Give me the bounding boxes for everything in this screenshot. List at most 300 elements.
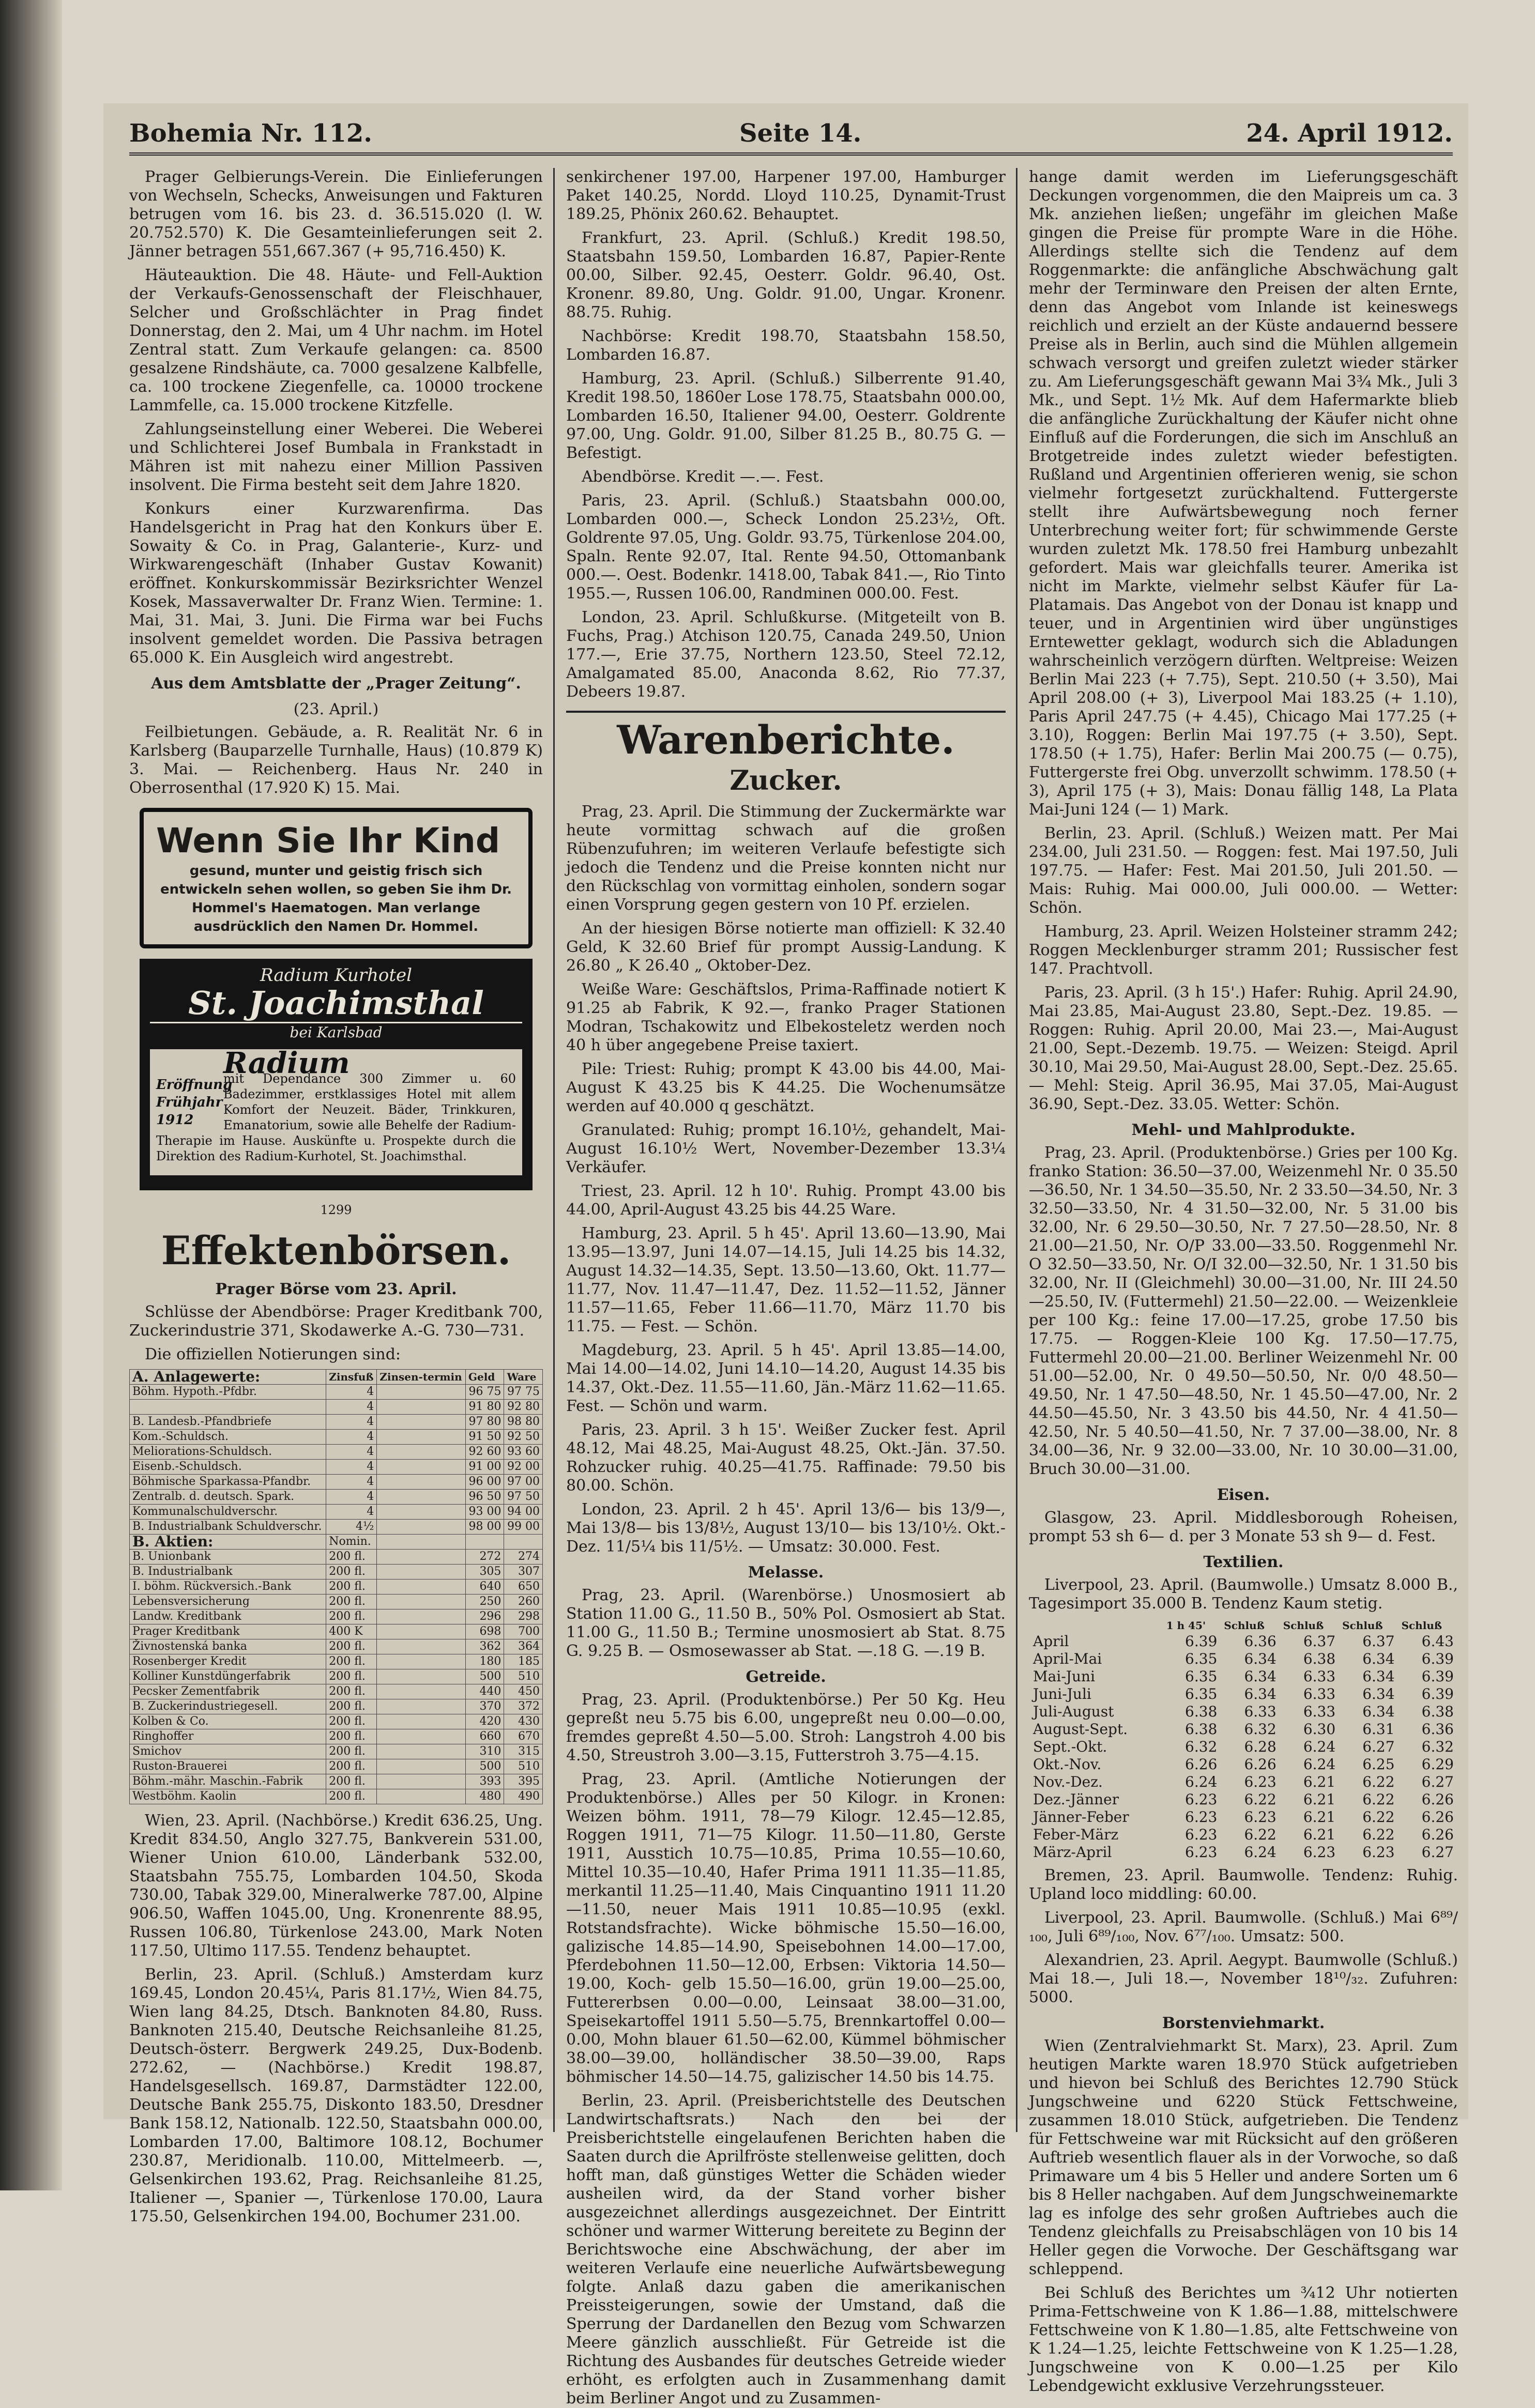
column-3	[1029, 168, 1458, 2395]
quote-row-cell: Lebensversicherung	[130, 1594, 326, 1609]
quote-row-cell	[377, 1565, 466, 1579]
cotton-row-cell: 6.22	[1362, 1791, 1395, 1808]
quote-row	[130, 1759, 543, 1774]
quote-row	[130, 1654, 543, 1669]
article-weavery-insolvency: Zahlungseinstellung einer Weberei. Die Weberei und Schlichterei Josef Bumbala in Frankstadt in Mähren ist mit nahezu einer Million Passiven insolvent. Die Firma besteht seit dem Jahre 1820.	[129, 420, 543, 494]
quote-row-cell: 92 80	[504, 1400, 543, 1415]
cotton-row-cell: 6.33	[1303, 1703, 1336, 1720]
table-head-bid: Geld	[465, 1370, 504, 1385]
quote-row	[130, 1624, 543, 1639]
cotton-head-cell: 1 h 45'	[1166, 1619, 1206, 1632]
cotton-row-cell: 6.21	[1303, 1773, 1336, 1790]
cotton-row-cell: 6.25	[1362, 1756, 1395, 1773]
quote-row-cell	[377, 1714, 466, 1729]
quote-row	[130, 1415, 543, 1430]
quote-row-cell: 650	[504, 1579, 543, 1594]
quote-row-cell: 4	[326, 1505, 377, 1520]
quote-row-cell: 92 60	[465, 1445, 504, 1460]
quote-row-cell: Westböhm. Kaolin	[130, 1789, 326, 1804]
quote-row-cell: 640	[465, 1579, 504, 1594]
cotton-row-cell: 6.27	[1421, 1844, 1454, 1861]
cotton-row-cell: 6.34	[1362, 1685, 1395, 1703]
section-sugar: Zucker.	[729, 765, 842, 796]
cotton-row-cell: 6.38	[1421, 1703, 1454, 1720]
cotton-head-cell: Schluß	[1283, 1619, 1324, 1632]
quote-row-cell: Smichov	[130, 1744, 326, 1759]
cotton-row-cell: 6.38	[1185, 1721, 1218, 1738]
article-london: London, 23. April. Schlußkurse. (Mitgeteilt von B. Fuchs, Prag.) Atchison 120.75, Canada 249.50, Union 177.—, Erie 37.75, Northern 123.50, Steel 72.12, Amalgamated 85.00, Anaconda 8.62, Rio 77.37, Debeers 19.87.	[566, 608, 1006, 701]
cotton-head-cell: Schluß	[1224, 1619, 1265, 1632]
quote-row	[130, 1639, 543, 1654]
quote-row-cell: 96 75	[465, 1385, 504, 1400]
cotton-row-cell: Jänner-Feber	[1033, 1808, 1129, 1826]
table-head-ask: Ware	[504, 1370, 543, 1385]
article-auctions: Feilbietungen. Gebäude, a. R. Realität Nr. 6 in Karlsberg (Bauparzelle Turnhalle, Haus) (10.879 K) 3. Mai. — Reichenberg. Haus Nr. 240 in Oberrosenthal (17.920 K) 15. Mai.	[129, 723, 543, 797]
quote-row-cell: 96 00	[465, 1475, 504, 1490]
table-head-rate: Zinsfuß	[326, 1370, 377, 1385]
quote-row-cell	[377, 1520, 466, 1535]
ad-hotel-details	[150, 1046, 522, 1175]
cotton-row-cell: 6.23	[1185, 1791, 1218, 1808]
quote-row-cell: 200 fl.	[326, 1654, 377, 1669]
quote-row-cell: 700	[504, 1624, 543, 1639]
textiles-liverpool: Liverpool, 23. April. Baumwolle. (Schluß.) Mai 6⁸⁹/₁₀₀, Juli 6⁸⁹/₁₀₀, Nov. 6⁷⁷/₁₀₀. Umsatz: 500.	[1029, 1909, 1458, 1945]
quote-row-cell: 310	[465, 1744, 504, 1759]
cotton-row-cell: 6.34	[1362, 1668, 1395, 1685]
textiles-bremen: Bremen, 23. April. Baumwolle. Tendenz: Ruhig. Upland loco middling: 60.00.	[1029, 1866, 1458, 1903]
quote-row-cell	[377, 1684, 466, 1699]
quote-row-cell	[377, 1654, 466, 1669]
cotton-row-cell: 6.30	[1303, 1721, 1336, 1738]
table-head-nominal: Nomin.	[326, 1535, 377, 1550]
section-title-stock-exchanges: Effektenbörsen.	[161, 1228, 511, 1274]
cotton-row-cell: 6.32	[1421, 1738, 1454, 1755]
cotton-row-cell: 6.35	[1185, 1668, 1218, 1685]
cotton-row-cell: 6.23	[1303, 1844, 1336, 1861]
quote-row-cell: 430	[504, 1714, 543, 1729]
cotton-row	[1029, 1738, 1458, 1756]
quote-row-cell: 698	[465, 1624, 504, 1639]
advertisement-kurhotel	[140, 959, 533, 1190]
grain-hamburg: Hamburg, 23. April. Weizen Holsteiner stramm 242; Roggen Mecklenburger stramm 201; Russischer fest 147. Prachtvoll.	[1029, 923, 1458, 978]
quote-row-cell: 420	[465, 1714, 504, 1729]
quote-row-cell: Rosenberger Kredit	[130, 1654, 326, 1669]
sugar-p6: Triest, 23. April. 12 h 10'. Ruhig. Prompt 43.00 bis 44.00, April-August 43.25 bis 44.25 Ware.	[566, 1182, 1006, 1219]
quote-row-cell: 4	[326, 1430, 377, 1445]
quote-row-cell: Ruston-Brauerei	[130, 1759, 326, 1774]
gazette-date: (23. April.)	[293, 700, 379, 718]
quote-row-cell: 440	[465, 1684, 504, 1699]
sugar-p8: Magdeburg, 23. April. 5 h 45'. April 13.85—14.00, Mai 14.00—14.02, Juni 14.10—14.20, August 14.35 bis 14.37, Okt.-Dez. 11.55—11.60, Jän.-März 11.62—11.65. Fest. — Schön und warm.	[566, 1341, 1006, 1415]
quote-row-cell	[377, 1445, 466, 1460]
quote-row-cell: 4	[326, 1415, 377, 1430]
cotton-row	[1029, 1844, 1458, 1861]
ad-opening: Eröffnung Frühjahr 1912	[156, 1077, 233, 1128]
cotton-row-cell: 6.38	[1303, 1650, 1336, 1667]
cotton-row-cell: 6.35	[1185, 1685, 1218, 1703]
cotton-row-cell: 6.33	[1303, 1685, 1336, 1703]
quote-row-cell: 200 fl.	[326, 1684, 377, 1699]
quote-row	[130, 1594, 543, 1609]
quote-row-cell: Böhm.-mähr. Maschin.-Fabrik	[130, 1774, 326, 1789]
quote-row	[130, 1400, 543, 1415]
quote-row-cell: 97 75	[504, 1385, 543, 1400]
iron-p1: Glasgow, 23. April. Middlesborough Roheisen, prompt 53 sh 6— d. per 3 Monate 53 sh 9— d. Fest.	[1029, 1509, 1458, 1545]
quote-row-cell: 200 fl.	[326, 1669, 377, 1684]
article-berlin: Berlin, 23. April. (Schluß.) Amsterdam kurz 169.45, London 20.45¼, Paris 81.17½, Wien 84.75, Wien lang 84.25, Dtsch. Banknoten 84.80, Russ. Banknoten 215.40, Deutsche Reichsanleihe 81.25, Deutsch-österr. Bergwerk 249.25, Dux-Bodenb. 272.62, — (Nachbörse.) Kredit 198.87, Handelsgesellsch. 169.87, Darmstädter 122.00, Deutsche Bank 255.75, Diskonto 183.50, Dresdner Bank 158.12, Nationalb. 122.50, Staatsbahn 000.00, Lombarden 17.00, Baltimore 108.12, Bochumer 230.87, Meridionalb. 110.00, Mittelmeerb. —, Gelsenkirchen 193.62, Prag. Reichsanleihe 81.25, Italiener —, Spanier —, Türkenlose 170.00, Laura 175.50, Gelsenkirchen 194.00, Bochumer 231.00.	[129, 1966, 543, 2226]
quote-row-cell: 364	[504, 1639, 543, 1654]
sugar-p3: Weiße Ware: Geschäftslos, Prima-Raffinade notiert K 91.25 ab Fabrik, K 92.—, franko Prager Stationen Modran, Tschakowitz und Elbekosteletz werden noch 40 h über angegebene Preise taxiert.	[566, 980, 1006, 1054]
quote-row-cell: 510	[504, 1759, 543, 1774]
quote-row	[130, 1460, 543, 1475]
quote-row-cell: 92 00	[504, 1460, 543, 1475]
quote-row-cell	[377, 1550, 466, 1565]
quote-row-cell: 200 fl.	[326, 1729, 377, 1744]
quote-row-cell: 4	[326, 1490, 377, 1505]
cotton-head-cell: Schluß	[1342, 1619, 1383, 1632]
article-clearing: Prager Gelbierungs-Verein. Die Einlieferungen von Wechseln, Schecks, Anweisungen und Fakturen betrugen vom 16. bis 23. d. 36.515.020 (l. W. 20.752.570) K. Die Gesamteinlieferungen seit 2. Jänner betragen 551,667.367 (+ 95,716.450) K.	[129, 168, 543, 260]
quote-row	[130, 1550, 543, 1565]
quote-row-cell: 200 fl.	[326, 1759, 377, 1774]
quote-row-cell: 92 50	[504, 1430, 543, 1445]
quote-row	[130, 1744, 543, 1759]
quote-row-cell: Živnostenská banka	[130, 1639, 326, 1654]
cotton-row-cell: 6.23	[1244, 1773, 1276, 1790]
quote-row-cell: 4	[326, 1460, 377, 1475]
page-header	[129, 116, 1453, 156]
cotton-row-cell: Mai-Juni	[1033, 1668, 1096, 1685]
quote-row-cell: 370	[465, 1699, 504, 1714]
quote-row-cell: Landw. Kreditbank	[130, 1609, 326, 1624]
column-rule	[1016, 168, 1017, 2132]
quote-row-cell: 200 fl.	[326, 1594, 377, 1609]
article-official-quotes-intro: Die offiziellen Notierungen sind:	[145, 1345, 401, 1363]
quote-row-cell: 200 fl.	[326, 1699, 377, 1714]
quote-row	[130, 1385, 543, 1400]
quote-row-cell: B. Landesb.-Pfandbriefe	[130, 1415, 326, 1430]
quote-row-cell: Kolliner Kunstdüngerfabrik	[130, 1669, 326, 1684]
grain-p3: Berlin, 23. April. (Preisberichtstelle des Deutschen Landwirtschaftsrats.) Nach den bei der Preisberichtstelle eingelaufenen Berichten haben die Saaten durch die Aprilfröste stellenweise gelitten, doch hofft man, daß günstiges Wetter die Schäden wieder ausheilen wird, da der Stand vorher bisher ausgezeichnet allerdings ausgezeichnet. Der Eintritt schöner und warmer Witterung bereitete zu Beginn der Berichtswoche eine Abschwächung, der aber im weiteren Verlaufe eine neuerliche Aufwärtsbewegung folgte. Anlaß dazu gaben die amerikanischen Preissteigerungen, sowie der Umstand, daß die Sperrung der Dardanellen den Bezug vom Schwarzen Meere gänzlich ausschließt. Für Getreide ist die Richtung des Ausbandes für deutsches Getreide wieder erhöht, es erfolgten auch in Zusammenhang damit beim Berliner Angot und zu Zusammen-	[566, 2092, 1006, 2407]
ad-radium-word: Radium	[223, 1046, 350, 1080]
section-flour: Mehl- und Mahlprodukte.	[1131, 1121, 1356, 1139]
cotton-row	[1029, 1668, 1458, 1685]
cotton-row-cell: 6.24	[1185, 1773, 1218, 1790]
quote-row-cell	[377, 1774, 466, 1789]
cotton-row-cell: Okt.-Nov.	[1033, 1756, 1102, 1773]
pigs-p2: Bei Schluß des Berichtes um ¾12 Uhr notierten Prima-Fettschweine von K 1.86—1.88, mittelschwere Fettschweine von K 1.80—1.85, alte Fettschweine von K 1.24—1.25, leichte Fettschweine von K 1.25—1.28, Jungschweine von K 0.00—1.25 per Kilo Lebendgewicht exklusive Verzehrungssteuer.	[1029, 2284, 1458, 2395]
gazette-heading: Aus dem Amtsblatte der „Prager Zeitung“.	[151, 674, 521, 693]
ad-hotel-text: mit Dependance 300 Zimmer u. 60 Badezimmer, erstklassiges Hotel mit allem Komfort der Neuzeit. Bäder, Trinkkuren, Emanatorium, sowie alle Behelfe der Radium-Therapie im Hause. Auskünfte u. Prospekte durch die Direktion des Radium-Kurhotel, St. Joachimsthal.	[156, 1071, 516, 1163]
ad-stamp-number: 1299	[320, 1203, 352, 1217]
cotton-row-cell: 6.24	[1244, 1844, 1276, 1861]
quote-row-cell: 99 00	[504, 1520, 543, 1535]
article-hides-auction: Häuteauktion. Die 48. Häute- und Fell-Auktion der Verkaufs-Genossenschaft der Fleischhauer, Selcher und Großschlächter in Prag findet Donnerstag, den 2. Mai, um 4 Uhr nachm. im Hotel Zentral statt. Zum Verkaufe gelangen: ca. 8500 gesalzene Rindshäute, ca. 7000 gesalzene Kalbfelle, ca. 100 trockene Ziegenfelle, ca. 10000 trockene Lammfelle, ca. 15.000 trockene Kitzfelle.	[129, 266, 543, 415]
quote-row-cell: 298	[504, 1609, 543, 1624]
column-rule	[553, 168, 555, 2132]
article-bankruptcy: Konkurs einer Kurzwarenfirma. Das Handelsgericht in Prag hat den Konkurs über E. Sowaity & Co. in Prag, Galanterie-, Kurz- und Wirkwarengeschäft (Inhaber Gustav Kowanit) eröffnet. Konkurskommissär Bezirksrichter Wenzel Kosek, Massaverwalter Dr. Franz Wien. Termine: 1. Mai, 31. Mai, 3. Juni. Die Firma war bei Fuchs insolvent gemeldet worden. Die Passiva betragen 65.000 K. Ein Ausgleich wird angestrebt.	[129, 500, 543, 667]
quote-row-cell: 260	[504, 1594, 543, 1609]
sugar-p4: Pile: Triest: Ruhig; prompt K 43.00 bis 44.00, Mai-August K 43.25 bis K 44.25. Die Wochenumsätze werden auf 40.000 q geschätzt.	[566, 1060, 1006, 1115]
quote-row-cell: 450	[504, 1684, 543, 1699]
quote-row-cell: 93 60	[504, 1445, 543, 1460]
cotton-row-cell: 6.23	[1185, 1808, 1218, 1826]
cotton-row-cell: April	[1033, 1633, 1069, 1650]
sugar-p9: Paris, 23. April. 3 h 15'. Weißer Zucker fest. April 48.12, Mai 48.25, Mai-August 48.25, Okt.-Jän. 37.50. Rohzucker ruhig. 40.25—41.75. Raffinade: 79.50 bis 80.00. Schön.	[566, 1421, 1006, 1495]
cotton-row-cell: 6.34	[1362, 1650, 1395, 1667]
cotton-row-cell: 6.27	[1362, 1738, 1395, 1755]
column-2	[566, 168, 1006, 2407]
quote-row-cell: Meliorations-Schuldsch.	[130, 1445, 326, 1460]
quote-row-cell	[377, 1415, 466, 1430]
cotton-table	[1029, 1618, 1458, 1861]
quote-row-cell: 91 80	[465, 1400, 504, 1415]
quote-row-cell: 185	[504, 1654, 543, 1669]
quote-row-cell	[377, 1624, 466, 1639]
quote-row-cell: 200 fl.	[326, 1550, 377, 1565]
quote-row-cell	[377, 1475, 466, 1490]
cotton-row-cell: 6.32	[1244, 1721, 1276, 1738]
page-number: Seite 14.	[739, 119, 862, 148]
cotton-row-cell: Juli-August	[1033, 1703, 1114, 1720]
cotton-row-cell: 6.29	[1421, 1756, 1454, 1773]
cotton-row-cell: April-Mai	[1033, 1650, 1102, 1667]
section-pigs: Borstenviehmarkt.	[1162, 2014, 1325, 2032]
article-frankfurt-after: Nachbörse: Kredit 198.70, Staatsbahn 158.50, Lombarden 16.87.	[566, 327, 1006, 364]
cotton-row-cell: 6.21	[1303, 1791, 1336, 1808]
ad-hotel-place: St. Joachimsthal	[150, 985, 522, 1023]
cotton-row-cell: 6.21	[1303, 1808, 1336, 1826]
article-berlin-cont: senkirchener 197.00, Harpener 197.00, Hamburger Paket 140.25, Nordd. Lloyd 110.25, Dynamit-Trust 189.25, Phönix 260.62. Behauptet.	[566, 168, 1006, 223]
quote-row	[130, 1565, 543, 1579]
column-1	[129, 168, 543, 2226]
cotton-row-cell: 6.23	[1244, 1808, 1276, 1826]
cotton-row-cell: 6.23	[1362, 1844, 1395, 1861]
quote-row-cell: B. Industrialbank Schuldverschr.	[130, 1520, 326, 1535]
textiles-alexandria: Alexandrien, 23. April. Aegypt. Baumwolle (Schluß.) Mai 18.—, Juli 18.—, November 18¹⁰/₃₂. Zufuhren: 5000.	[1029, 1951, 1458, 2006]
quote-row-cell: 660	[465, 1729, 504, 1744]
table-head-name: A. Anlagewerte:	[130, 1370, 326, 1385]
cotton-row-cell: 6.39	[1185, 1633, 1218, 1650]
quote-row	[130, 1699, 543, 1714]
quote-row-cell: 4	[326, 1445, 377, 1460]
article-evening-close: Schlüsse der Abendbörse: Prager Kreditbank 700, Zuckerindustrie 371, Skodawerke A.-G. 730—731.	[129, 1303, 543, 1340]
issue-number: Bohemia Nr. 112.	[129, 119, 372, 148]
quote-row-cell: 362	[465, 1639, 504, 1654]
quote-row-cell: Ringhoffer	[130, 1729, 326, 1744]
cotton-row	[1029, 1685, 1458, 1703]
quote-row-cell: 97 50	[504, 1490, 543, 1505]
quote-row	[130, 1714, 543, 1729]
cotton-row-cell: 6.38	[1185, 1703, 1218, 1720]
quote-row-cell: 93 00	[465, 1505, 504, 1520]
quote-row-cell	[377, 1460, 466, 1475]
ad-hotel-subplace: bei Karlsbad	[290, 1024, 383, 1041]
table-body-a	[130, 1385, 543, 1535]
cotton-row-cell: 6.26	[1185, 1756, 1218, 1773]
cotton-row	[1029, 1703, 1458, 1721]
quote-row-cell	[377, 1490, 466, 1505]
sugar-p5: Granulated: Ruhig; prompt 16.10½, gehandelt, Mai-August 16.10½ Wert, November-Dezember 13.3¼ Verkäufer.	[566, 1121, 1006, 1176]
cotton-row-cell: 6.22	[1244, 1791, 1276, 1808]
quote-row-cell: 200 fl.	[326, 1714, 377, 1729]
quote-row	[130, 1774, 543, 1789]
quote-row-cell: 4	[326, 1385, 377, 1400]
quote-row-cell: Böhm. Hypoth.-Pfdbr.	[130, 1385, 326, 1400]
quote-row-cell: 91 50	[465, 1430, 504, 1445]
quote-row-cell: 296	[465, 1609, 504, 1624]
quote-row	[130, 1669, 543, 1684]
grain-berlin: Berlin, 23. April. (Schluß.) Weizen matt. Per Mai 234.00, Juli 231.50. — Roggen: fest. Mai 197.50, Juli 197.75. — Hafer: Fest. Mai 201.50, Juli 201.50. — Mais: Ruhig. Mai 000.00, Juli 000.00. — Wetter: Schön.	[1029, 824, 1458, 917]
quote-row-cell: 200 fl.	[326, 1789, 377, 1804]
cotton-row-cell: 6.37	[1303, 1633, 1336, 1650]
quotes-table	[129, 1369, 543, 1804]
cotton-row-cell: 6.39	[1421, 1685, 1454, 1703]
cotton-head-cell: Schluß	[1401, 1619, 1442, 1632]
table-body-b	[130, 1550, 543, 1804]
quote-row-cell: Prager Kreditbank	[130, 1624, 326, 1639]
quote-row-cell: 500	[465, 1759, 504, 1774]
cotton-row-cell: Juni-Juli	[1033, 1685, 1091, 1703]
cotton-table-head	[1029, 1618, 1458, 1633]
quote-row-cell: B. Zuckerindustriegesell.	[130, 1699, 326, 1714]
article-hamburg: Hamburg, 23. April. (Schluß.) Silberrente 91.40, Kredit 198.50, 1860er Lose 178.75, Staatsbahn 000.00, Lombarden 16.50, Italiener 94.00, Oesterr. Goldrente 97.00, Ung. Goldr. 91.00, Silber 81.25 B., 80.75 G. — Befestigt.	[566, 370, 1006, 462]
sugar-p7: Hamburg, 23. April. 5 h 45'. April 13.60—13.90, Mai 13.95—13.97, Juni 14.07—14.15, Juli 14.25 bis 14.32, August 14.32—14.35, Sept. 13.50—13.60, Okt. 11.77—11.77, Nov. 11.47—11.47, Dez. 11.52—11.52, Jänner 11.57—11.65, Feber 11.66—11.70, März 11.70 bis 11.75. — Fest. — Schön.	[566, 1224, 1006, 1336]
quote-row-cell	[377, 1594, 466, 1609]
quote-row-cell: Zentralb. d. deutsch. Spark.	[130, 1490, 326, 1505]
cotton-row-cell: 6.26	[1421, 1791, 1454, 1808]
quote-row-cell: B. Industrialbank	[130, 1565, 326, 1579]
quote-row-cell: 4½	[326, 1520, 377, 1535]
section-grain: Getreide.	[746, 1668, 826, 1686]
cotton-row-cell: 6.21	[1303, 1826, 1336, 1843]
quote-row-cell: 393	[465, 1774, 504, 1789]
quote-row-cell: 97 80	[465, 1415, 504, 1430]
cotton-row-cell: 6.33	[1303, 1668, 1336, 1685]
quote-row-cell: 94 00	[504, 1505, 543, 1520]
cotton-row-cell: 6.24	[1303, 1738, 1336, 1755]
quote-row-cell: 395	[504, 1774, 543, 1789]
quote-row-cell: 200 fl.	[326, 1579, 377, 1594]
grain-cont: hange damit werden im Lieferungsgeschäft Deckungen vorgenommen, die den Maipreis um ca. 3 Mk. anziehen ließen; ungefähr im gleichen Maße gingen die Preise für prompte Ware in die Höhe. Allerdings stellte sich die Tendenz auf dem Roggenmarkte: die anfängliche Abschwächung galt mehr der Terminware den Preisen der alten Ernte, denn das Angebot vom Inlande ist keineswegs reichlich und erzielt an der Küste andauernd bessere Preise als in Berlin, auch sind die Mühlen allgemein schwach versorgt und greifen zuletzt wieder stärker zu. Am Lieferungsgeschäft gewann Mai 3¾ Mk., Juli 3 Mk., und Sept. 1½ Mk. Auf dem Hafermarkte blieb die anfängliche Zurückhaltung der Käufer nicht ohne Einfluß auf die Forderungen, die sich im Anschluß an Brotgetreide indes zuletzt wieder befestigten. Rußland und Argentinien offerieren wenig, sie schon vielmehr fortgesetzt zurückhaltend. Futtergerste stellt ihre Aufwärtsbewegung noch ferner Unterbrechung weiter fort; für schwimmende Gerste wurden zuletzt Mk. 178.50 frei Hamburg unbezahlt gefordert. Mais war gleichfalls teurer. Amerika ist nicht im Markte, vielmehr selbst Käufer für La-Platamais. Das Angebot von der Donau ist knapp und teuer, und in Argentinien wird über ungünstiges Erntewetter geklagt, wodurch sich die Abladungen wahrscheinlich verzögern dürften. Weltpreise: Weizen Berlin Mai 223 (+ 7.75), Sept. 210.50 (+ 3.50), Mai April 208.00 (+ 3), Liverpool Mai 183.25 (+ 1.10), Paris April 247.75 (+ 4.45), Chicago Mai 177.25 (+ 3.10), Roggen: Berlin Mai 197.75 (+ 3.50), Sept. 178.50 (+ 1.75), Hafer: Berlin Mai 200.75 (— 0.75), Futtergerste frei Obg. unverzollt schwimm. 178.50 (+ 3), April 175 (+ 3), Mais: Donau fällig 148, La Plata Mai-Juni 124 (— 1) Mark.	[1029, 168, 1458, 819]
cotton-row	[1029, 1773, 1458, 1791]
quote-row-cell	[377, 1639, 466, 1654]
flour-p1: Prag, 23. April. (Produktenbörse.) Gries per 100 Kg. franko Station: 36.50—37.00, Weizenmehl Nr. 0 35.50—36.50, Nr. 1 34.50—35.50, Nr. 2 33.50—34.50, Nr. 3 32.50—33.50, Nr. 4 31.50—32.00, Nr. 5 31.00 bis 32.00, Nr. 6 29.50—30.50, Nr. 7 27.50—28.50, Nr. 8 21.00—21.50, Nr. O/P 33.00—33.50. Roggenmehl Nr. O 32.50—33.50, Nr. O/I 32.00—32.50, Nr. 1 31.50 bis 32.00, Nr. II (Gleichmehl) 30.00—31.00, Nr. III 24.50—25.50, IV. (Futtermehl) 21.50—22.00. — Weizenkleie per 100 Kg.: feine 17.00—17.25, grobe 17.50 bis 17.75. — Roggen-Kleie 100 Kg. 17.50—17.75, Futtermehl 20.00—21.00. Berliner Weizenmehl Nr. 00 51.00—52.00, Nr. 0 49.50—50.50, Nr. 0/0 48.50—49.50, Nr. 1 47.50—48.50, Nr. 1 45.50—47.00, Nr. 2 44.50—45.50, Nr. 3 43.50 bis 44.50, Nr. 4 41.50—42.50, Nr. 5 40.50—41.50, Nr. 7 37.00—38.00, Nr. 8 34.00—36, Nr. 9 32.00—33.00, Nr. 10 30.00—31.00, Bruch 30.00—31.00.	[1029, 1144, 1458, 1478]
section-molasses: Melasse.	[748, 1563, 824, 1582]
cotton-row-cell: 6.27	[1421, 1773, 1454, 1790]
cotton-row-cell: 6.33	[1244, 1703, 1276, 1720]
advertisement-haematogen	[140, 808, 533, 948]
cotton-table-body	[1029, 1633, 1458, 1861]
quote-row-cell	[377, 1400, 466, 1415]
article-paris: Paris, 23. April. (Schluß.) Staatsbahn 000.00, Lombarden 000.—, Scheck London 25.23½, Oft. Goldrente 97.05, Ung. Goldr. 93.75, Türkenlose 204.00, Spaln. Rente 92.07, Ital. Rente 94.50, Ottomanbank 000.—. Oest. Bodenkr. 1418.00, Tabak 841.—, Rio Tinto 1955.—, Russen 106.00, Randminen 000.00. Fest.	[566, 492, 1006, 603]
quote-row-cell: 490	[504, 1789, 543, 1804]
quote-row-cell: Kommunalschuldverschr.	[130, 1505, 326, 1520]
sugar-p10: London, 23. April. 2 h 45'. April 13/6— bis 13/9—, Mai 13/8— bis 13/8½, August 13/10— bis 13/10½. Okt.-Dez. 11/5¼ bis 11/5½. — Umsatz: 30.000. Fest.	[566, 1500, 1006, 1556]
quote-row-cell: Eisenb.-Schuldsch.	[130, 1460, 326, 1475]
quote-row-cell	[377, 1579, 466, 1594]
quote-row-cell: 91 00	[465, 1460, 504, 1475]
section-iron: Eisen.	[1217, 1486, 1270, 1504]
grain-paris: Paris, 23. April. (3 h 15'.) Hafer: Ruhig. April 24.90, Mai 23.85, Mai-August 23.80, Sept.-Dez. 19.85. — Roggen: Ruhig. April 20.00, Mai 23.—, Mai-August 21.00, Sept.-Dezemb. 19.75. — Weizen: Steigd. April 30.10, Mai 29.50, Mai-August 28.00, Sept.-Dez. 25.65. — Mehl: Steig. April 36.95, Mai 37.05, Mai-August 36.90, Sept.-Dez. 33.05. Wetter: Schön.	[1029, 984, 1458, 1113]
quote-row-cell: 307	[504, 1565, 543, 1579]
article-vienna: Wien, 23. April. (Nachbörse.) Kredit 636.25, Ung. Kredit 834.50, Anglo 327.75, Bankverein 531.00, Wiener Union 610.00, Länderbank 532.00, Staatsbahn 755.75, Lombarden 104.50, Skoda 730.00, Tabak 329.00, Mineralwerke 787.00, Alpine 906.50, Waffen 1045.00, Ung. Kronenrente 88.95, Russen 106.80, Türkenlose 243.00, Mark Noten 117.50, Ultimo 117.55. Tendenz behauptet.	[129, 1812, 543, 1960]
quote-row	[130, 1475, 543, 1490]
cotton-row-cell: 6.43	[1421, 1633, 1454, 1650]
cotton-row-cell: 6.37	[1362, 1633, 1395, 1650]
cotton-row-cell: Feber-März	[1033, 1826, 1119, 1843]
table-head-term: Zinsen-termin	[377, 1370, 466, 1385]
table-section-shares: B. Aktien:	[130, 1535, 326, 1550]
cotton-row-cell: 6.36	[1244, 1633, 1276, 1650]
quote-row	[130, 1789, 543, 1804]
section-textiles: Textilien.	[1203, 1553, 1284, 1571]
cotton-row-cell: 6.24	[1303, 1756, 1336, 1773]
cotton-row	[1029, 1808, 1458, 1826]
cotton-row-cell: 6.26	[1421, 1826, 1454, 1843]
quote-row-cell: 4	[326, 1475, 377, 1490]
article-evening: Abendbörse. Kredit —.—. Fest.	[582, 468, 824, 486]
cotton-row-cell: Sept.-Okt.	[1033, 1738, 1107, 1755]
quote-row-cell: 315	[504, 1744, 543, 1759]
quote-row-cell: Pecsker Zementfabrik	[130, 1684, 326, 1699]
quote-row-cell: 272	[465, 1550, 504, 1565]
quote-row-cell: 98 80	[504, 1415, 543, 1430]
quote-row-cell: 200 fl.	[326, 1565, 377, 1579]
sugar-p1: Prag, 23. April. Die Stimmung der Zuckermärkte war heute vormittag schwach auf die großen Rübenzufuhren; im weiteren Verlaufe befestigte sich jedoch die Tendenz und die Preise konnten nicht nur den Rückschlag von vormittag einholen, sondern sogar einen Vorsprung gegen gestern von 10 Pf. erzielen.	[566, 803, 1006, 914]
quote-row-cell: 4	[326, 1400, 377, 1415]
cotton-row-cell: 6.39	[1421, 1650, 1454, 1667]
quote-row-cell: 510	[504, 1669, 543, 1684]
quote-row	[130, 1490, 543, 1505]
cotton-row	[1029, 1721, 1458, 1738]
cotton-row-cell: März-April	[1033, 1844, 1112, 1861]
issue-date: 24. April 1912.	[1246, 119, 1453, 148]
cotton-row-cell: 6.34	[1244, 1650, 1276, 1667]
quote-row-cell	[377, 1789, 466, 1804]
cotton-row-cell: Nov.-Dez.	[1033, 1773, 1103, 1790]
cotton-row-cell: 6.28	[1244, 1738, 1276, 1755]
quote-row-cell: 200 fl.	[326, 1774, 377, 1789]
ad-hotel-name: Radium Kurhotel	[260, 965, 413, 986]
cotton-row-cell: 6.22	[1362, 1773, 1395, 1790]
quote-row-cell: B. Unionbank	[130, 1550, 326, 1565]
quote-row-cell	[377, 1759, 466, 1774]
quote-row-cell: 372	[504, 1699, 543, 1714]
cotton-row	[1029, 1650, 1458, 1668]
page-binding-shadow	[0, 0, 62, 2190]
quote-row	[130, 1684, 543, 1699]
cotton-row-cell: 6.34	[1244, 1685, 1276, 1703]
ad-headline: Wenn Sie Ihr Kind	[156, 821, 500, 861]
quote-row	[130, 1505, 543, 1520]
article-frankfurt: Frankfurt, 23. April. (Schluß.) Kredit 198.50, Staatsbahn 159.50, Lombarden 16.87, Papier-Rente 00.00, Silber. 92.45, Oesterr. Goldr. 96.40, Ost. Kronenr. 89.80, Ung. Goldr. 91.00, Ungar. Kronenr. 88.75. Ruhig.	[566, 229, 1006, 321]
cotton-row	[1029, 1756, 1458, 1773]
quote-row	[130, 1430, 543, 1445]
section-subtitle-prague: Prager Börse vom 23. April.	[215, 1280, 457, 1298]
quote-row-cell: 480	[465, 1789, 504, 1804]
quote-row-cell: 400 K	[326, 1624, 377, 1639]
quote-row-cell: 200 fl.	[326, 1639, 377, 1654]
grain-p1: Prag, 23. April. (Produktenbörse.) Per 50 Kg. Heu gepreßt neu 5.75 bis 6.00, ungepreßt neu 0.00—0.00, fremdes gepreßt 4.50—5.00. Stroh: Langstroh 4.00 bis 4.50, Streustroh 3.00—3.15, Futterstroh 3.75—4.15.	[566, 1691, 1006, 1765]
quote-row-cell	[377, 1744, 466, 1759]
cotton-row-cell: 6.26	[1421, 1808, 1454, 1826]
cotton-row-cell: 6.32	[1185, 1738, 1218, 1755]
cotton-row-cell: 6.22	[1362, 1808, 1395, 1826]
quote-row-cell	[377, 1609, 466, 1624]
quote-row-cell	[377, 1505, 466, 1520]
section-title-commodities: Warenberichte.	[566, 711, 1006, 762]
quote-row-cell: Kom.-Schuldsch.	[130, 1430, 326, 1445]
